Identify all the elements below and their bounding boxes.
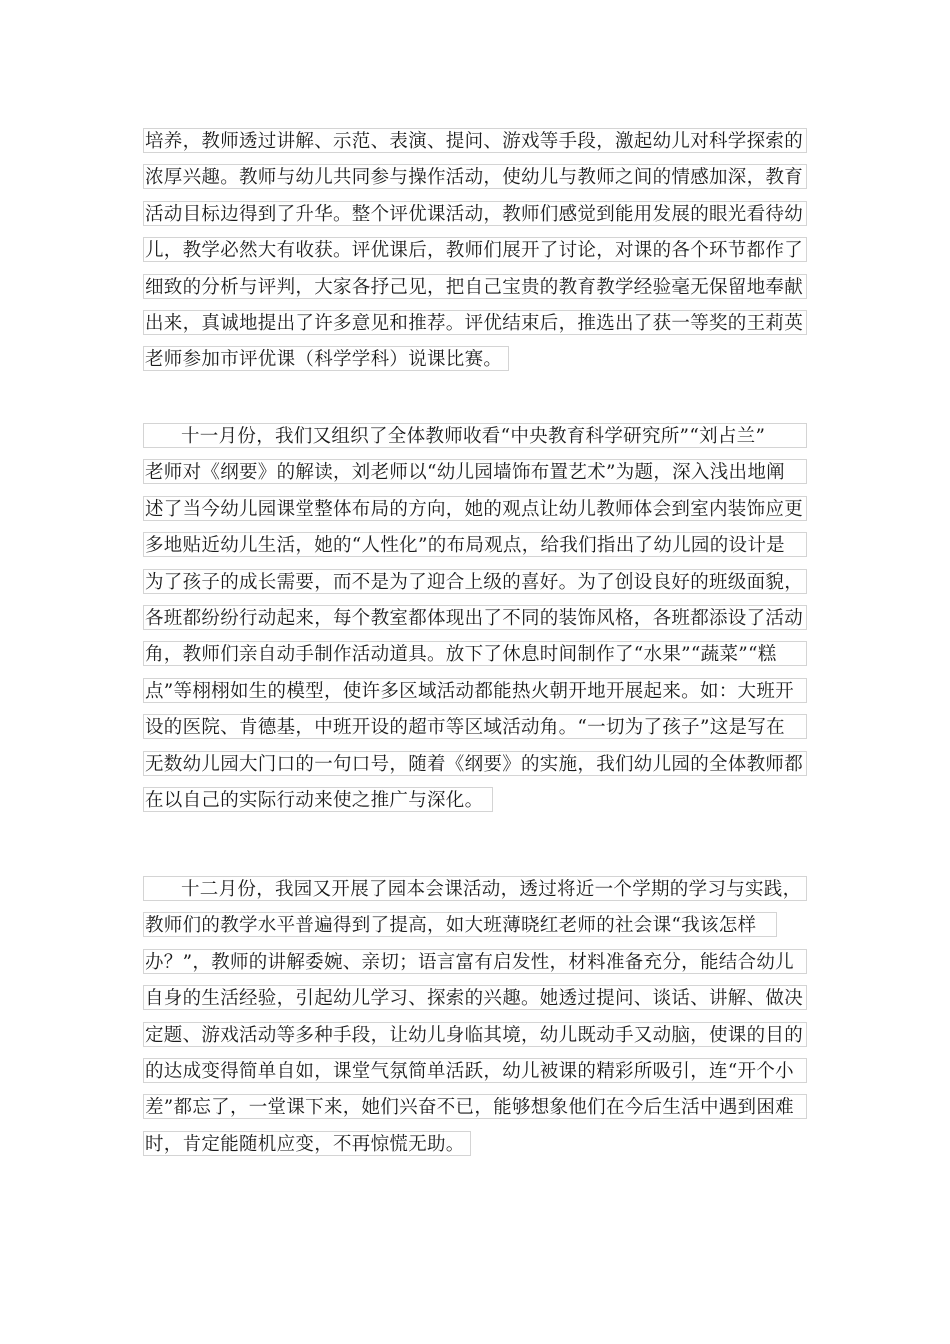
text-line: 十二月份，我园又开展了园本会课活动，透过将近一个学期的学习与实践， — [143, 876, 807, 901]
text-line: 的达成变得简单自如，课堂气氛简单活跃，幼儿被课的精彩所吸引，连“开个小 — [143, 1058, 807, 1083]
text-line: 教师们的教学水平普遍得到了提高，如大班薄晓红老师的社会课“我该怎样 — [143, 912, 777, 937]
text-line: 办？”，教师的讲解委婉、亲切；语言富有启发性，材料准备充分，能结合幼儿 — [143, 949, 807, 974]
text-line: 老师对《纲要》的解读，刘老师以“幼儿园墙饰布置艺术”为题，深入浅出地阐 — [143, 459, 807, 484]
text-line: 差”都忘了，一堂课下来，她们兴奋不已，能够想象他们在今后生活中遇到困难 — [143, 1094, 807, 1119]
text-line: 述了当今幼儿园课堂整体布局的方向，她的观点让幼儿教师体会到室内装饰应更 — [143, 496, 807, 521]
text-line: 细致的分析与评判，大家各抒己见，把自己宝贵的教育教学经验毫无保留地奉献 — [143, 274, 807, 299]
text-line: 时，肯定能随机应变，不再惊慌无助。 — [143, 1131, 471, 1156]
text-line: 各班都纷纷行动起来，每个教室都体现出了不同的装饰风格，各班都添设了活动 — [143, 605, 807, 630]
text-line: 在以自己的实际行动来使之推广与深化。 — [143, 787, 493, 812]
text-line: 活动目标边得到了升华。整个评优课活动，教师们感觉到能用发展的眼光看待幼 — [143, 201, 807, 226]
text-line: 十一月份，我们又组织了全体教师收看“中央教育科学研究所”“刘占兰” — [143, 423, 807, 448]
text-line: 自身的生活经验，引起幼儿学习、探索的兴趣。她透过提问、谈话、讲解、做决 — [143, 985, 807, 1010]
text-line: 培养，教师透过讲解、示范、表演、提问、游戏等手段，激起幼儿对科学探索的 — [143, 128, 807, 153]
text-line: 点”等栩栩如生的模型，使许多区域活动都能热火朝开地开展起来。如：大班开 — [143, 678, 807, 703]
text-line: 浓厚兴趣。教师与幼儿共同参与操作活动，使幼儿与教师之间的情感加深，教育 — [143, 164, 807, 189]
paragraph-3 — [143, 876, 807, 1167]
text-line: 定题、游戏活动等多种手段，让幼儿身临其境，幼儿既动手又动脑，使课的目的 — [143, 1022, 807, 1047]
paragraph-2 — [143, 423, 807, 823]
text-line: 出来，真诚地提出了许多意见和推荐。评优结束后，推选出了获一等奖的王莉英 — [143, 310, 807, 335]
paragraph-1 — [143, 128, 807, 383]
text-line: 多地贴近幼儿生活，她的“人性化”的布局观点，给我们指出了幼儿园的设计是 — [143, 532, 807, 557]
text-line: 老师参加市评优课（科学学科）说课比赛。 — [143, 346, 509, 371]
text-line: 为了孩子的成长需要，而不是为了迎合上级的喜好。为了创设良好的班级面貌， — [143, 569, 807, 594]
text-line: 角，教师们亲自动手制作活动道具。放下了休息时间制作了“水果”“蔬菜”“糕 — [143, 641, 807, 666]
text-line: 无数幼儿园大门口的一句口号，随着《纲要》的实施，我们幼儿园的全体教师都 — [143, 751, 807, 776]
text-line: 设的医院、肯德基，中班开设的超市等区域活动角。“一切为了孩子”这是写在 — [143, 714, 807, 739]
text-line: 儿，教学必然大有收获。评优课后，教师们展开了讨论，对课的各个环节都作了 — [143, 237, 807, 262]
